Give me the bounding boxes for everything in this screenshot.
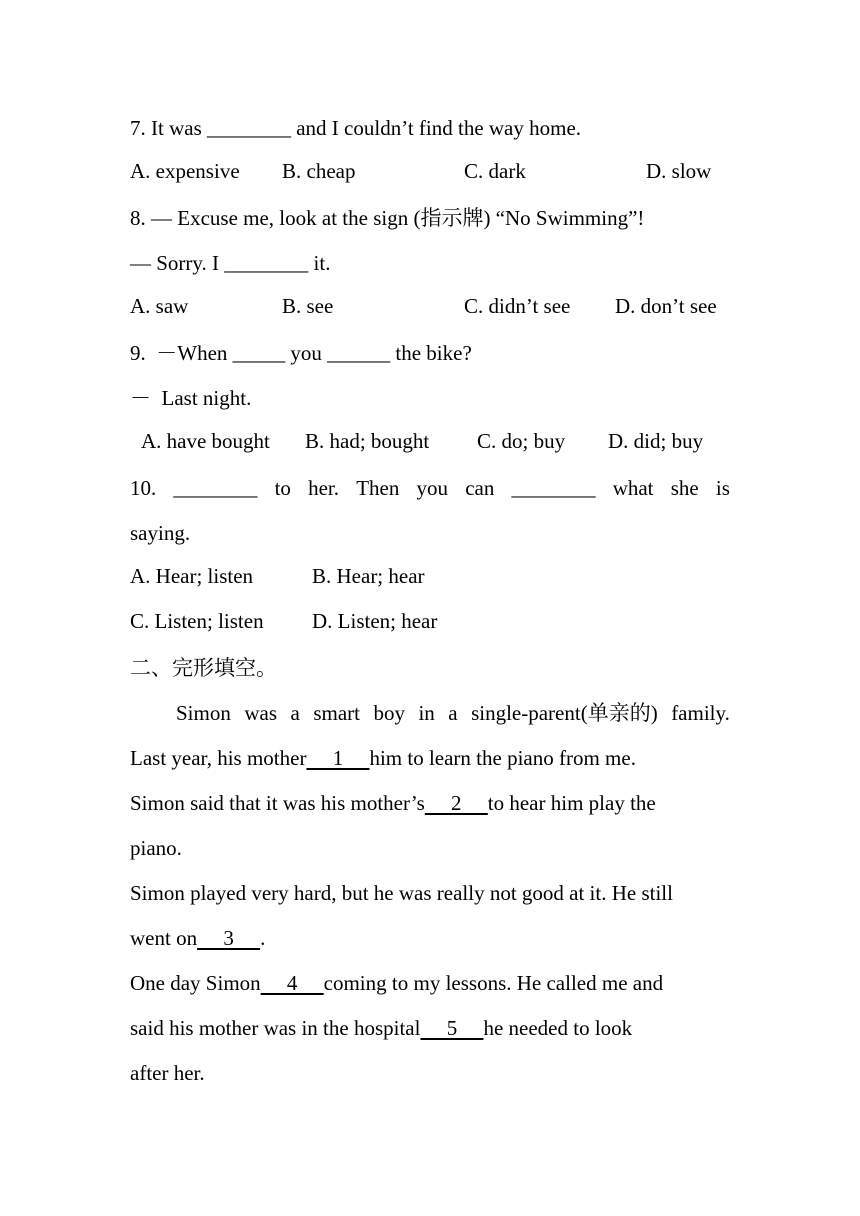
q9-stem: 9. －When _____ you ______ the bike? (130, 341, 472, 365)
q8-option-c: C. didn’t see (464, 294, 571, 318)
q10-word: you (416, 476, 449, 500)
q10-option-b: B. Hear; hear (312, 564, 425, 588)
q10-option-a: A. Hear; listen (130, 564, 254, 588)
cloze-blank-3: 3 (197, 926, 261, 950)
cloze-word: was (244, 701, 278, 725)
cloze-word: Simon (176, 701, 231, 725)
section-heading: 二、完形填空。 (130, 656, 277, 680)
q8-option-b: B. see (282, 294, 334, 318)
cloze-text: Simon said that it was his mother’s (130, 791, 425, 815)
q7-stem: 7. It was ________ and I couldn’t find the way home. (130, 116, 582, 140)
q10-word: Then (356, 476, 400, 500)
cloze-text: went on (130, 926, 198, 950)
q10-word: 10. (130, 476, 157, 500)
cloze-word: a (290, 701, 300, 725)
cloze-text: said his mother was in the hospital (130, 1016, 421, 1040)
cloze-word: smart (313, 701, 360, 725)
cloze-blank-4: 4 (260, 971, 324, 995)
q7-option-d: D. slow (646, 159, 712, 183)
cloze-blank-2: 2 (424, 791, 488, 815)
cloze-word: boy (373, 701, 405, 725)
cloze-p3-line3: after her. (130, 1061, 205, 1085)
q8-option-d: D. don’t see (615, 294, 717, 318)
q10-stem-end: saying. (130, 521, 191, 545)
q10-word: can (465, 476, 495, 500)
cloze-p1-line1 (176, 699, 730, 727)
q10-stem (130, 474, 730, 502)
cloze-p3-line1 (130, 969, 663, 997)
cloze-p1-line2 (130, 744, 730, 772)
cloze-p2-line1: Simon played very hard, but he was really not good at it. He still (130, 881, 673, 905)
cloze-text: he needed to look (483, 1016, 633, 1040)
q9-reply: － Last night. (130, 386, 252, 410)
cloze-blank-1: 1 (306, 746, 370, 770)
cloze-blank-5: 5 (420, 1016, 484, 1040)
cloze-text: Last year, his mother (130, 746, 307, 770)
q7-option-a: A. expensive (130, 159, 240, 183)
q10-blank: ________ (511, 476, 596, 500)
cloze-p2-line2 (130, 924, 265, 952)
cloze-word: in (418, 701, 435, 725)
cloze-p1-line4: piano. (130, 836, 182, 860)
q8-option-a: A. saw (130, 294, 189, 318)
q8-stem: 8. — Excuse me, look at the sign (指示牌) “No Swimming”! (130, 206, 645, 230)
q10-option-d: D. Listen; hear (312, 609, 438, 633)
cloze-text: One day Simon (130, 971, 261, 995)
q10-word: what (612, 476, 654, 500)
q7-option-b: B. cheap (282, 159, 356, 183)
q10-blank: ________ (173, 476, 258, 500)
q10-word: she (670, 476, 699, 500)
cloze-word: family. (671, 701, 730, 725)
cloze-p1-line3 (130, 789, 656, 817)
q10-word: to (274, 476, 291, 500)
cloze-p3-line2 (130, 1014, 632, 1042)
cloze-word: single-parent(单亲的) (471, 701, 658, 725)
q7-option-c: C. dark (464, 159, 526, 183)
cloze-text: coming to my lessons. He called me and (323, 971, 664, 995)
q8-reply: — Sorry. I ________ it. (130, 251, 331, 275)
q9-option-a: A. have bought (141, 429, 270, 453)
q10-word: her. (308, 476, 340, 500)
cloze-word: a (448, 701, 458, 725)
q9-option-d: D. did; buy (608, 429, 704, 453)
q10-option-c: C. Listen; listen (130, 609, 264, 633)
q10-word: is (715, 476, 730, 500)
cloze-text: . (260, 926, 266, 950)
q9-option-c: C. do; buy (477, 429, 566, 453)
cloze-text: him to learn the piano from me. (369, 746, 636, 770)
q9-option-b: B. had; bought (305, 429, 430, 453)
cloze-text: to hear him play the (487, 791, 656, 815)
